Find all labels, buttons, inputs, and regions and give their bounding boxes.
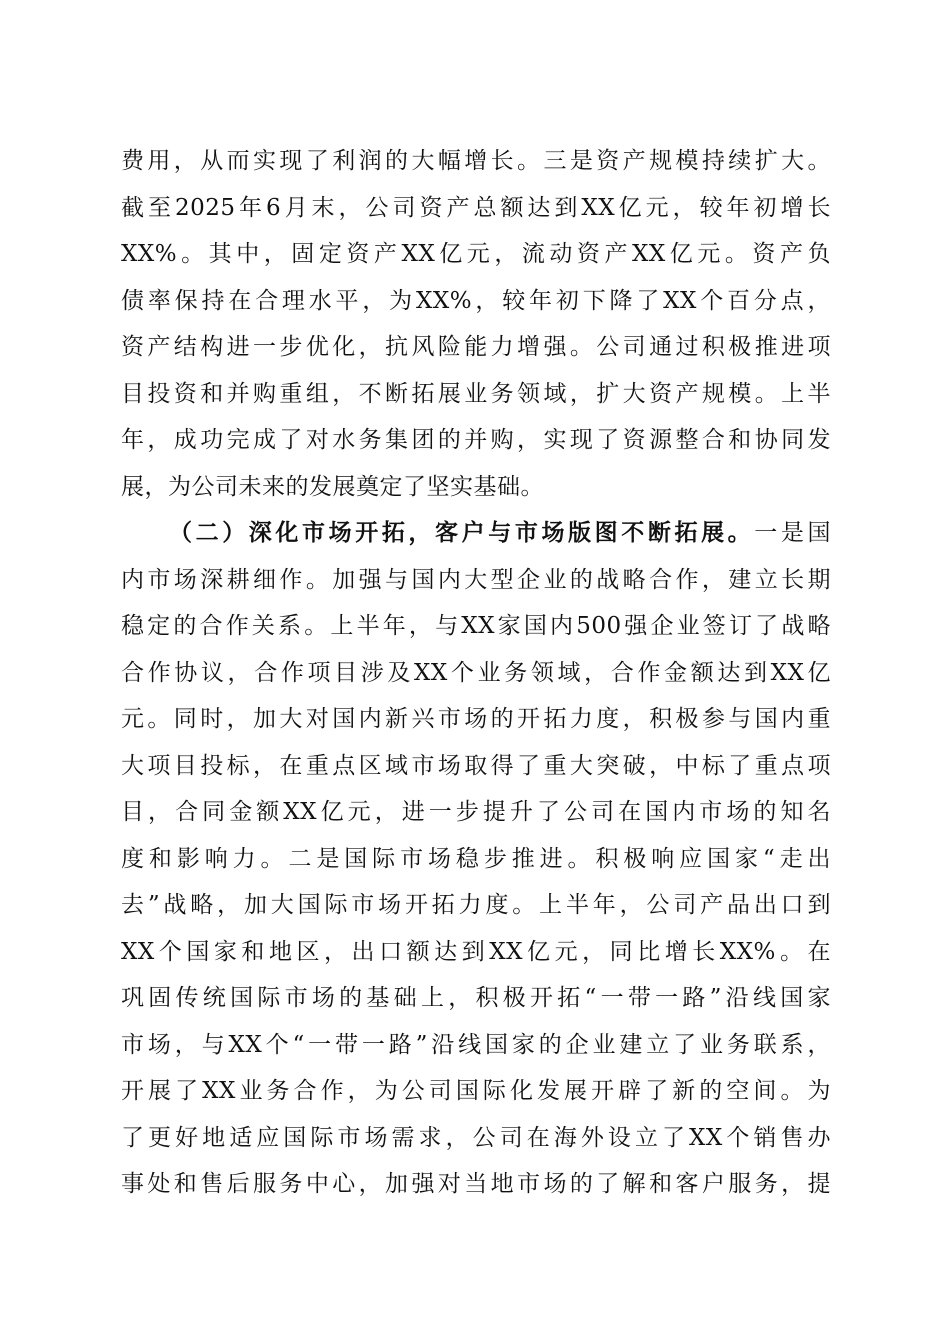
section-heading-line bbox=[121, 510, 831, 557]
text-line: 目，合同金额XX亿元，进一步提升了公司在国内市场的知名 bbox=[121, 799, 831, 825]
text-line: 内市场深耕细作。加强与国内大型企业的战略合作，建立长期 bbox=[121, 566, 831, 593]
text-line: 费用，从而实现了利润的大幅增长。三是资产规模持续扩大。 bbox=[121, 148, 831, 174]
text-line: 资产结构进一步优化，抗风险能力增强。公司通过积极推进项 bbox=[121, 334, 831, 360]
paragraph-assets bbox=[121, 138, 831, 510]
text-line: XX%。其中，固定资产XX亿元，流动资产XX亿元。资产负 bbox=[121, 241, 831, 267]
text-line: 元。同时，加大对国内新兴市场的开拓力度，积极参与国内重 bbox=[121, 706, 831, 732]
text-line: 稳定的合作关系。上半年，与XX家国内500强企业签订了战略 bbox=[121, 613, 831, 639]
document-body bbox=[121, 138, 831, 1208]
paragraph-market-expansion bbox=[121, 510, 831, 1208]
text-line: 债率保持在合理水平，为XX%，较年初下降了XX个百分点， bbox=[121, 287, 831, 314]
text-line: 巩固传统国际市场的基础上，积极开拓“一带一路”沿线国家 bbox=[121, 985, 831, 1011]
text-line: 度和影响力。二是国际市场稳步推进。积极响应国家“走出 bbox=[121, 845, 831, 872]
text-line: 市场，与XX个“一带一路”沿线国家的企业建立了业务联系， bbox=[121, 1031, 831, 1058]
text-line: 开展了XX业务合作，为公司国际化发展开辟了新的空间。为 bbox=[121, 1078, 831, 1104]
text-line: 目投资和并购重组，不断拓展业务领域，扩大资产规模。上半 bbox=[121, 380, 831, 407]
text-line: 展，为公司未来的发展奠定了坚实基础。 bbox=[121, 473, 544, 500]
text-line: 去”战略，加大国际市场开拓力度。上半年，公司产品出口到 bbox=[121, 892, 831, 918]
text-line: 截至2025年6月末，公司资产总额达到XX亿元，较年初增长 bbox=[121, 194, 831, 221]
text-line: 年，成功完成了对水务集团的并购，实现了资源整合和协同发 bbox=[121, 427, 831, 453]
text-line: 合作协议，合作项目涉及XX个业务领域，合作金额达到XX亿 bbox=[121, 659, 831, 686]
section-heading: （二）深化市场开拓，客户与市场版图不断拓展。 bbox=[169, 520, 755, 546]
heading-tail-text: 一是国 bbox=[754, 520, 832, 546]
text-line: 大项目投标，在重点区域市场取得了重大突破，中标了重点项 bbox=[121, 752, 831, 779]
text-line: 了更好地适应国际市场需求，公司在海外设立了XX个销售办 bbox=[121, 1124, 831, 1151]
text-line: XX个国家和地区，出口额达到XX亿元，同比增长XX%。在 bbox=[121, 938, 831, 965]
text-line: 事处和售后服务中心，加强对当地市场的了解和客户服务，提 bbox=[121, 1171, 831, 1197]
